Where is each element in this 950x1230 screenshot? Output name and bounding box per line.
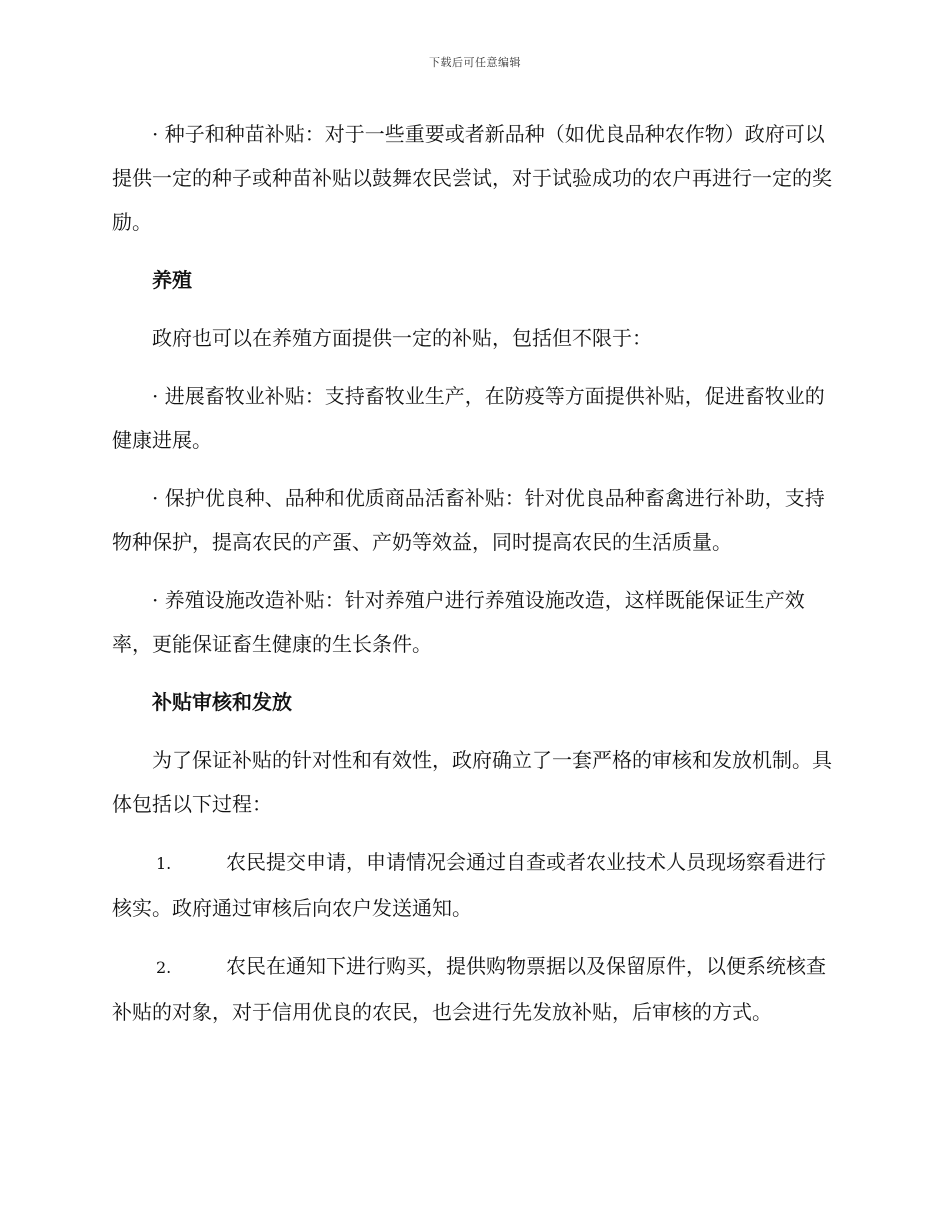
paragraph-seed-subsidy: · 种子和种苗补贴：对于一些重要或者新品种（如优良品种农作物）政府可以提供一定的种子或种苗补贴以鼓舞农民尝试，对于试验成功的农户再进行一定的奖励。 (112, 122, 832, 234)
list-item-number: 1. (156, 854, 172, 873)
paragraph-livestock-subsidy: · 进展畜牧业补贴：支持畜牧业生产，在防疫等方面提供补贴，促进畜牧业的健康进展。 (112, 384, 825, 452)
paragraph-breed-protection: · 保护优良种、品种和优质商品活畜补贴：针对优良品种畜禽进行补助，支持物种保护，提高农民的产蛋、产奶等效益，同时提高农民的生活质量。 (112, 486, 825, 554)
heading-breeding: 养殖 (152, 268, 192, 292)
list-item-text: 农民在通知下进行购买，提供购物票据以及保留原件，以便系统核查补贴的对象，对于信用优良的农民，也会进行先发放补贴，后审核的方式。 (112, 954, 826, 1024)
paragraph-facility-subsidy: · 养殖设施改造补贴：针对养殖户进行养殖设施改造，这样既能保证生产效率，更能保证畜生健康的生长条件。 (112, 588, 805, 656)
list-item (112, 944, 834, 1034)
paragraph-review-intro: 为了保证补贴的针对性和有效性，政府确立了一套严格的审核和发放机制。具体包括以下过程： (112, 748, 832, 816)
heading-review: 补贴审核和发放 (152, 690, 292, 714)
paragraph-breeding-intro: 政府也可以在养殖方面提供一定的补贴，包括但不限于： (152, 326, 652, 350)
page-header: 下载后可任意编辑 (429, 56, 521, 69)
list-item-number: 2. (156, 958, 172, 977)
list-item (112, 840, 834, 930)
document-body (112, 112, 834, 1048)
list-item-text: 农民提交申请，申请情况会通过自查或者农业技术人员现场察看进行核实。政府通过审核后向农户发送通知。 (112, 850, 826, 920)
